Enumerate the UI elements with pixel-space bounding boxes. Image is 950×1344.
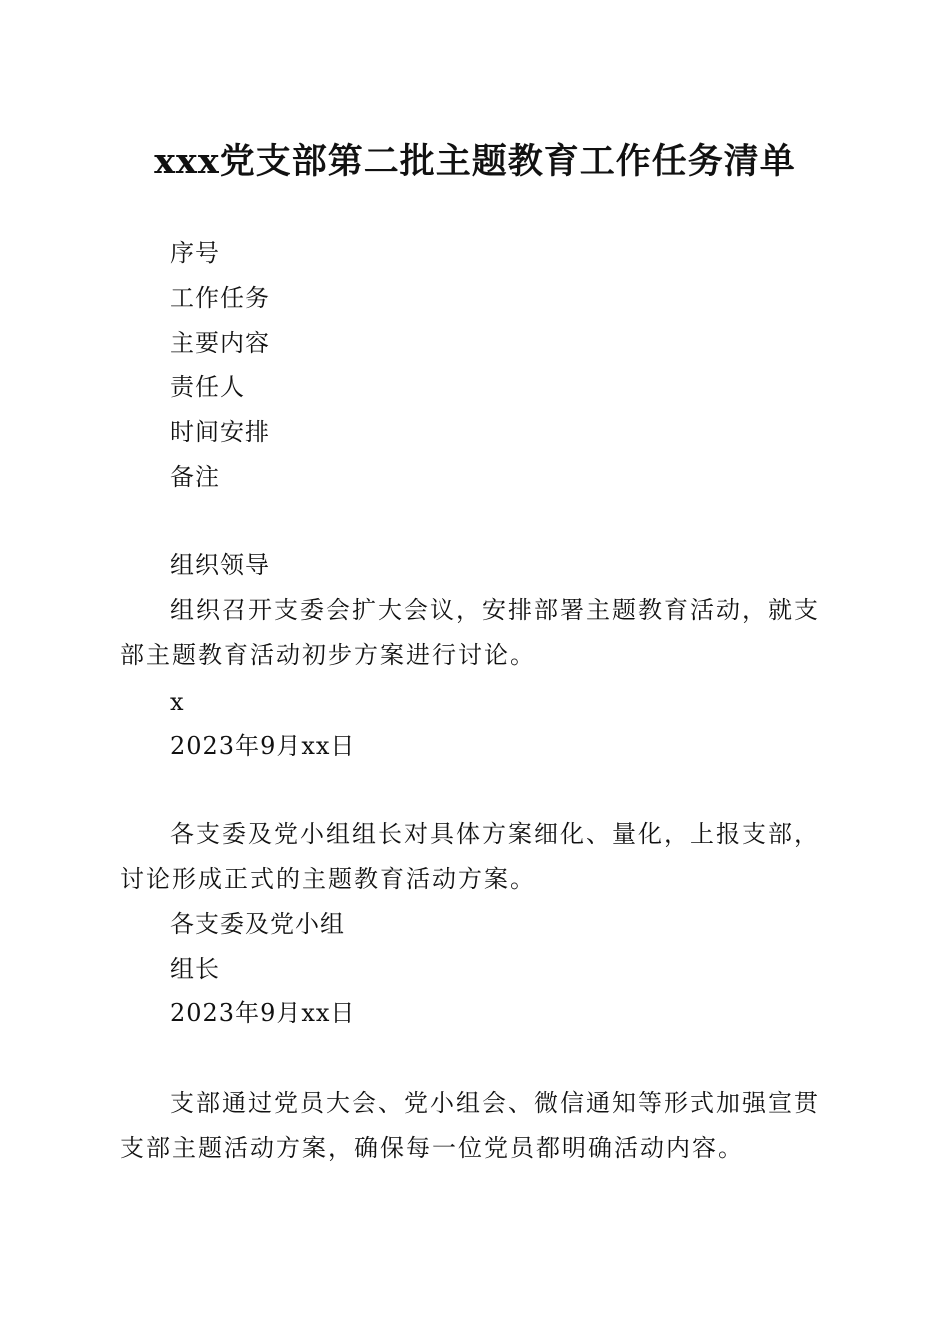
- item1-owner: x: [170, 688, 185, 716]
- item3-content: [120, 1081, 832, 1171]
- item2-owner-line2: 组长: [170, 955, 220, 983]
- header-schedule: 时间安排: [170, 418, 270, 446]
- item3-content-line1: 支部通过党员大会、党小组会、微信通知等形式加强宣贯: [170, 1089, 820, 1117]
- header-content: 主要内容: [170, 329, 270, 357]
- header-task: 工作任务: [170, 284, 270, 312]
- item1-content: [120, 588, 832, 678]
- task-name: 组织领导: [170, 551, 270, 579]
- item2-content-line1: 各支委及党小组组长对具体方案细化、量化，上报支部，: [170, 820, 820, 848]
- header-seq: 序号: [170, 239, 220, 267]
- item1-content-line1: 组织召开支委会扩大会议，安排部署主题教育活动，就支: [170, 596, 820, 624]
- item2-content-line2: 讨论形成正式的主题教育活动方案。: [120, 865, 536, 893]
- item3-content-line2: 支部主题活动方案，确保每一位党员都明确活动内容。: [120, 1134, 744, 1162]
- item1-content-line2: 部主题教育活动初步方案进行讨论。: [120, 641, 536, 669]
- document-title: xxx党支部第二批主题教育工作任务清单: [154, 141, 796, 182]
- item2-owner-line1: 各支委及党小组: [170, 910, 345, 938]
- item2-content: [120, 812, 832, 902]
- header-owner: 责任人: [170, 373, 245, 401]
- item1-date: 2023年9月xx日: [170, 732, 356, 760]
- item2-date: 2023年9月xx日: [170, 999, 356, 1027]
- header-remark: 备注: [170, 463, 220, 491]
